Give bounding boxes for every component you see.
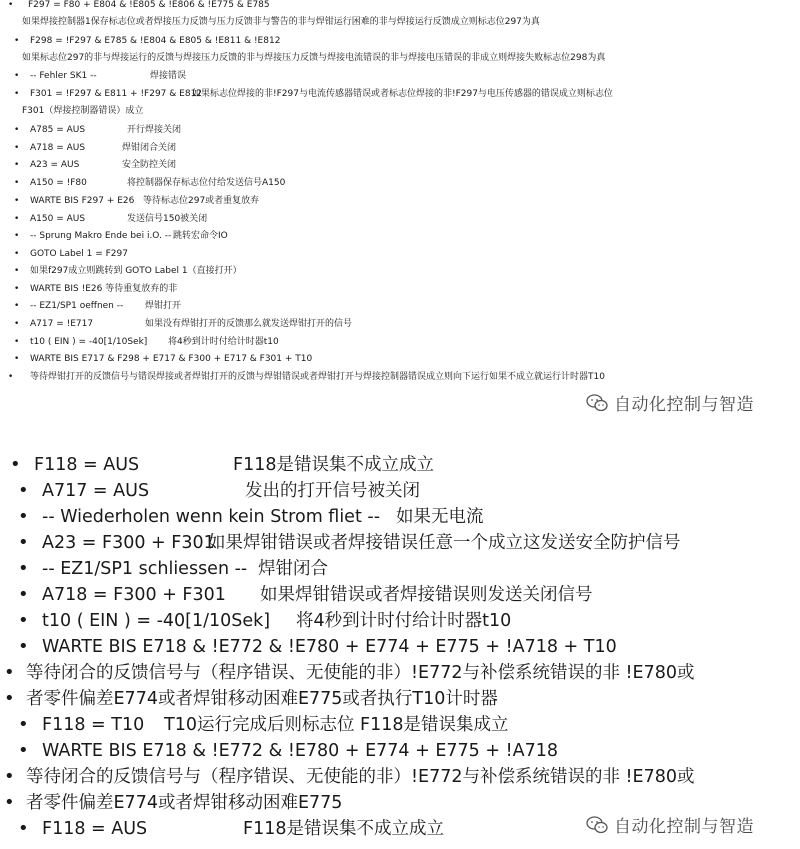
bullet-icon: • [14,214,20,224]
bullet-icon: • [4,792,15,813]
bullet-icon: • [18,480,29,501]
line-text: 等待闭合的反馈信号与（程序错误、无使能的非）!E772与补偿系统错误的非 !E780或 [26,767,695,787]
bullet-icon: • [18,636,29,657]
line-text: WARTE BIS E718 & !E772 & !E780 + E774 + E775 + !A718 + T10 [42,637,617,657]
line-text: F298 = !F297 & E785 & !E804 & E805 & !E811 & !E812 [30,36,281,46]
watermark [586,390,754,415]
line-text: 等待闭合的反馈信号与（程序错误、无使能的非）!E772与补偿系统错误的非 !E780或 [26,663,695,683]
line-text: WARTE BIS E718 & !E772 & !E780 + E774 + E775 + !A718 [42,741,558,761]
line-text: A785 = AUS [30,125,86,135]
line-gloss: 焊钳闭合 [258,559,328,579]
top-document-panel [0,0,800,420]
wechat-icon [586,394,608,412]
line-gloss: 将控制器保存标志位付给发送信号A150 [127,178,286,188]
bullet-icon: • [14,319,20,329]
line-text: F118 = AUS [34,455,140,475]
line-text: WARTE BIS F297 + E26 [30,196,135,206]
bullet-icon: • [14,71,20,81]
line-text: A717 = AUS [42,481,150,501]
bullet-icon: • [10,454,21,475]
line-gloss: 焊钳打开 [145,301,182,311]
bullet-icon: • [4,662,15,683]
line-text: GOTO Label 1 = F297 [30,249,128,259]
watermark-text: 自动化控制与智造 [614,817,754,837]
bottom-document-panel [0,440,800,849]
line-text: 如果标志位297的非与焊接运行的反馈与焊接压力反馈的非与焊接压力反馈与焊接电流错误的非与焊接电压错误的非成立则焊接失败标志位298为真 [22,53,606,63]
bullet-icon: • [14,284,20,294]
bullet-icon: • [4,766,15,787]
bullet-icon: • [4,688,15,709]
line-gloss: 如果焊钳错误或者焊接错误任意一个成立这发送安全防护信号 [208,533,681,553]
line-text: A23 = AUS [30,160,80,170]
line-gloss: 焊接错误 [150,71,187,81]
line-gloss: 将4秒到计时付给计时器t10 [168,337,279,347]
line-gloss: 如果没有焊钳打开的反馈那么就发送焊钳打开的信号 [145,319,353,329]
line-gloss: 如果焊钳错误或者焊接错误则发送关闭信号 [260,585,593,605]
bullet-icon: • [18,818,29,839]
line-gloss: 如果无电流 [396,507,484,527]
line-text: 等待焊钳打开的反馈信号与错误焊接或者焊钳打开的反馈与焊钳错误或者焊钳打开与焊接控制器错误成立则向下运行如果不成立就运行计时器T10 [30,372,605,382]
bullet-icon: • [14,196,20,206]
line-gloss: 将4秒到计时付给计时器t10 [296,611,512,631]
line-gloss: F118是错误集不成立成立 [233,455,434,475]
line-text: A23 = F300 + F301 [42,533,215,553]
line-text: -- EZ1/SP1 oeffnen -- [30,301,124,311]
line-text: F118 = T10 [42,715,145,735]
line-gloss: T10运行完成后则标志位 F118是错误集成立 [164,715,509,735]
bullet-icon: • [8,372,14,382]
bullet-icon: • [14,337,20,347]
line-gloss: 发出的打开信号被关闭 [245,481,420,501]
line-text: A718 = AUS [30,143,86,153]
line-text: t10 ( EIN ) = -40[1/10Sek] [30,337,148,347]
watermark [586,812,754,837]
line-text: F297 = F80 + E804 & !E805 & !E806 & !E775 & E785 [28,0,270,10]
bullet-icon: • [14,178,20,188]
line-text: t10 ( EIN ) = -40[1/10Sek] [42,611,271,631]
line-text: A717 = !E717 [30,319,94,329]
line-text: WARTE BIS E717 & F298 + E717 & F300 + E717 & F301 + T10 [30,354,313,364]
bullet-icon: • [14,231,20,241]
bullet-icon: • [14,301,20,311]
line-text: 者零件偏差E774或者焊钳移动困难E775 [26,793,343,813]
line-text: F301（焊接控制器错误）成立 [22,106,144,116]
bullet-icon: • [14,266,20,276]
bullet-icon: • [14,160,20,170]
line-gloss: 如果标志位焊接的非!F297与电流传感器错误或者标志位焊接的非!F297与电压传感器的错误成立则标志位 [192,89,613,99]
bullet-icon: • [14,125,20,135]
bullet-icon: • [18,584,29,605]
line-text: F301 = !F297 & E811 + !F297 & E812 [30,89,203,99]
bullet-icon: • [14,89,20,99]
line-gloss: 发送信号150被关闭 [127,214,208,224]
line-gloss: 开行焊接关闭 [127,125,182,135]
line-gloss: 跳转宏命令IO [173,231,228,241]
line-gloss: 安全防控关闭 [122,160,177,170]
bullet-icon: • [14,36,20,46]
bullet-icon: • [18,610,29,631]
line-text: A150 = !F80 [30,178,87,188]
bullet-icon: • [18,532,29,553]
line-text: 者零件偏差E774或者焊钳移动困难E775或者执行T10计时器 [26,689,498,709]
bullet-icon: • [18,740,29,761]
bullet-icon: • [14,143,20,153]
line-text: 如果焊接控制器1保存标志位或者焊接压力反馈与压力反馈非与警告的非与焊钳运行困难的非与焊接运行反馈成立则标志位297为真 [22,17,540,27]
line-text: A150 = AUS [30,214,86,224]
line-text: -- Sprung Makro Ende bei i.O. -- [30,231,172,241]
line-text: WARTE BIS !E26 等待重复放弃的非 [30,284,178,294]
line-gloss: 焊钳闭合关闭 [122,143,177,153]
bullet-icon: • [14,354,20,364]
line-text: -- EZ1/SP1 schliessen -- [42,559,248,579]
bullet-icon: • [14,249,20,259]
line-text: 如果f297成立则跳转到 GOTO Label 1（直接打开） [30,266,242,276]
line-gloss: F118是错误集不成立成立 [243,819,444,839]
line-text: A718 = F300 + F301 [42,585,226,605]
bullet-icon: • [18,506,29,527]
line-text: F118 = AUS [42,819,148,839]
bullet-icon: • [8,0,14,10]
line-gloss: 等待标志位297或者重复放弃 [143,196,260,206]
line-text: -- Fehler SK1 -- [30,71,97,81]
bullet-icon: • [18,558,29,579]
wechat-icon [586,816,608,834]
line-text: -- Wiederholen wenn kein Strom fliet -- [42,507,381,527]
bullet-icon: • [18,714,29,735]
watermark-text: 自动化控制与智造 [614,395,754,415]
